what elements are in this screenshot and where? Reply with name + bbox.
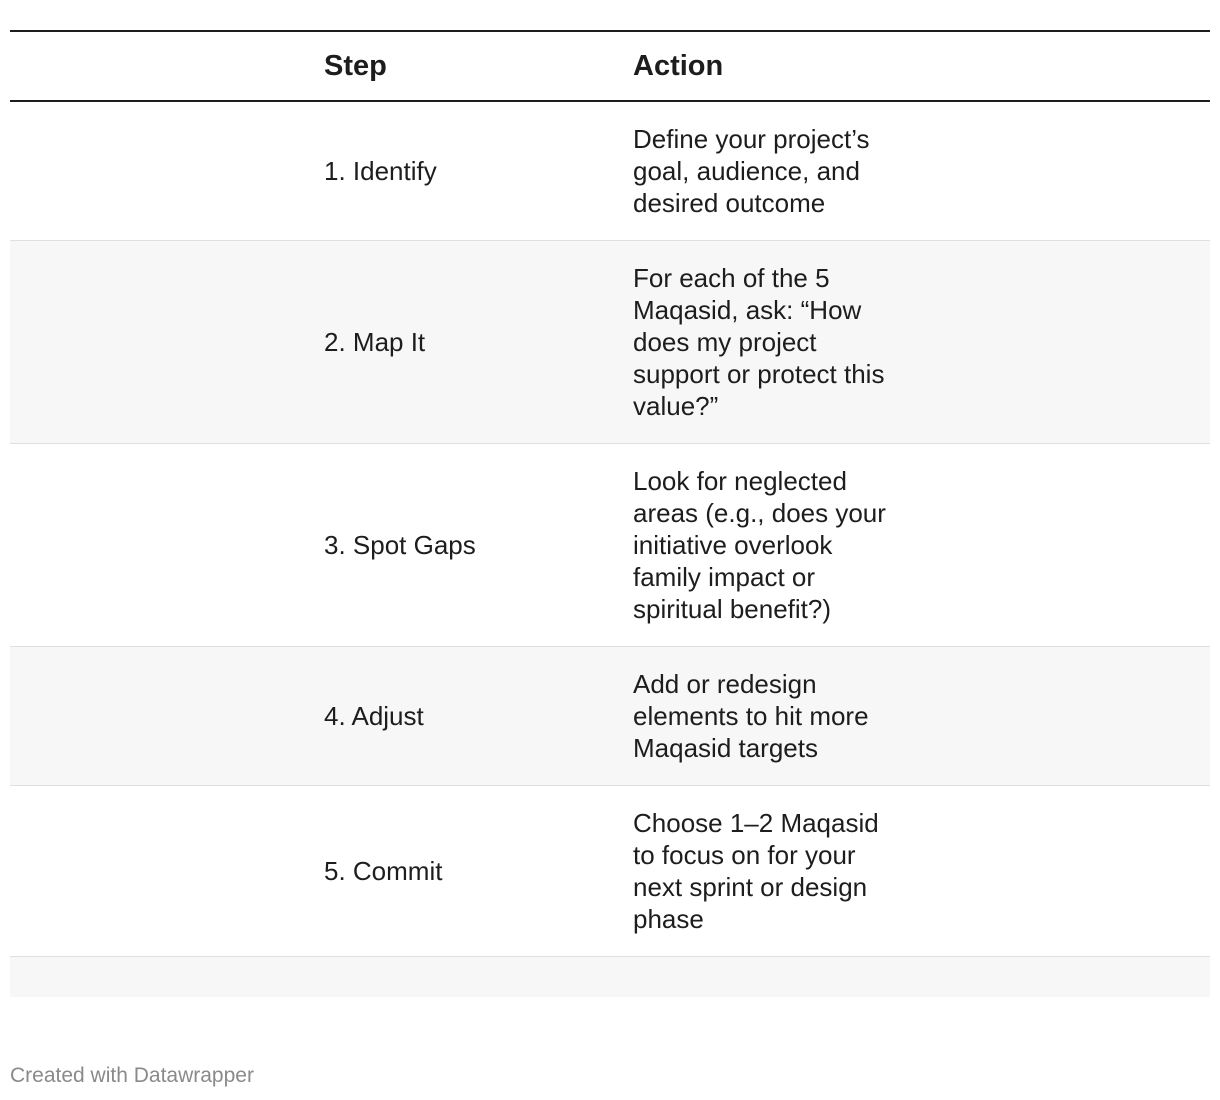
row-label-cell: [10, 444, 314, 647]
action-text: Choose 1–2 Maqasid to focus on for your next sprint or design phase: [633, 808, 879, 934]
data-table-container: [10, 30, 1210, 997]
row-label-cell: [10, 241, 314, 444]
header-action: Action: [633, 49, 724, 82]
datawrapper-credit: Created with Datawrapper: [10, 1064, 254, 1087]
empty-table-row: [10, 957, 1210, 997]
table-row: [10, 444, 1210, 647]
header-row: [10, 31, 1210, 101]
action-cell: [623, 241, 1210, 444]
action-text: Define your project’s goal, audience, and desired outcome: [633, 124, 870, 218]
empty-cell: [623, 957, 1210, 997]
row-label-cell: [10, 647, 314, 786]
action-cell: [623, 786, 1210, 957]
table-body: [10, 101, 1210, 997]
action-text: Look for neglected areas (e.g., does your initiative overlook family impact or spiritual benefit?): [633, 466, 886, 624]
step-cell: 1. Identify: [324, 156, 437, 186]
action-cell: [623, 647, 1210, 786]
action-text: Add or redesign elements to hit more Maqasid targets: [633, 669, 869, 763]
row-label-cell: [10, 101, 314, 241]
step-cell: 5. Commit: [324, 856, 443, 886]
table-row: [10, 101, 1210, 241]
action-cell: [623, 101, 1210, 241]
step-cell: 2. Map It: [324, 327, 426, 357]
table-header: [10, 31, 1210, 101]
header-step: Step: [324, 49, 387, 82]
action-text: For each of the 5 Maqasid, ask: “How does my project support or protect this value?”: [633, 263, 885, 421]
table-row: [10, 647, 1210, 786]
step-cell: 4. Adjust: [324, 701, 424, 731]
table-row: [10, 241, 1210, 444]
empty-cell: [314, 957, 623, 997]
step-cell: 3. Spot Gaps: [324, 530, 476, 560]
steps-table: [10, 30, 1210, 997]
row-label-cell: [10, 786, 314, 957]
table-row: [10, 786, 1210, 957]
empty-cell: [10, 957, 314, 997]
header-empty: [10, 31, 314, 101]
action-cell: [623, 444, 1210, 647]
